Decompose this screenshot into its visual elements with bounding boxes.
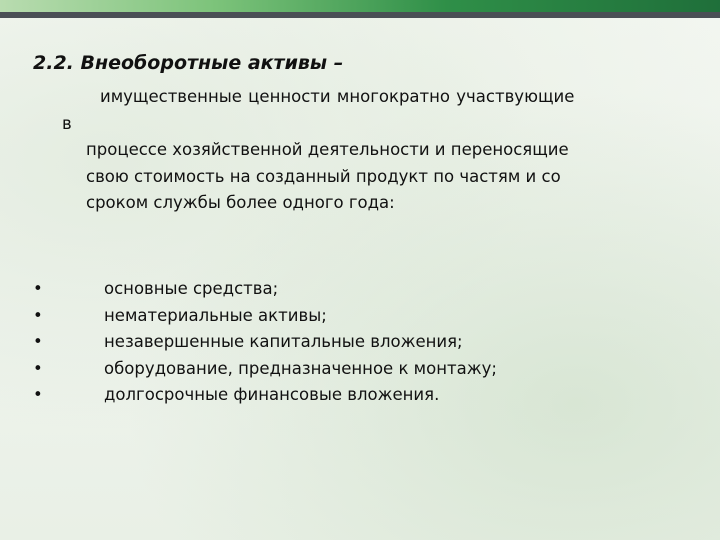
green-gradient-stripe xyxy=(0,0,720,12)
list-item-text: оборудование, предназначенное к монтажу; xyxy=(104,358,497,378)
definition-line: процессе хозяйственной деятельности и переносящие xyxy=(86,140,569,159)
list-item-text: незавершенные капитальные вложения; xyxy=(104,332,463,351)
bullet-icon: • xyxy=(33,385,43,404)
list-item xyxy=(33,306,693,333)
list-item-text: долгосрочные финансовые вложения. xyxy=(104,385,440,404)
list-item xyxy=(33,279,693,306)
slide-title: 2.2. Внеоборотные активы – xyxy=(33,52,344,74)
definition-text xyxy=(62,84,702,217)
list-item xyxy=(33,359,693,386)
definition-line: сроком службы более одного года: xyxy=(86,193,395,212)
bullet-icon: • xyxy=(33,305,43,325)
dark-stripe xyxy=(0,12,720,18)
asset-list xyxy=(33,279,693,412)
top-decorative-bar xyxy=(0,0,720,18)
bullet-icon: • xyxy=(33,332,43,351)
definition-line: свою стоимость на созданный продукт по частям и со xyxy=(86,166,561,186)
list-item xyxy=(33,385,693,412)
list-item xyxy=(33,332,693,359)
definition-line: в xyxy=(62,113,72,133)
list-item-text: нематериальные активы; xyxy=(104,305,327,325)
bullet-icon: • xyxy=(33,279,43,298)
bullet-icon: • xyxy=(33,358,43,378)
definition-line: имущественные ценности многократно участвующие xyxy=(100,87,575,106)
list-item-text: основные средства; xyxy=(104,279,279,298)
